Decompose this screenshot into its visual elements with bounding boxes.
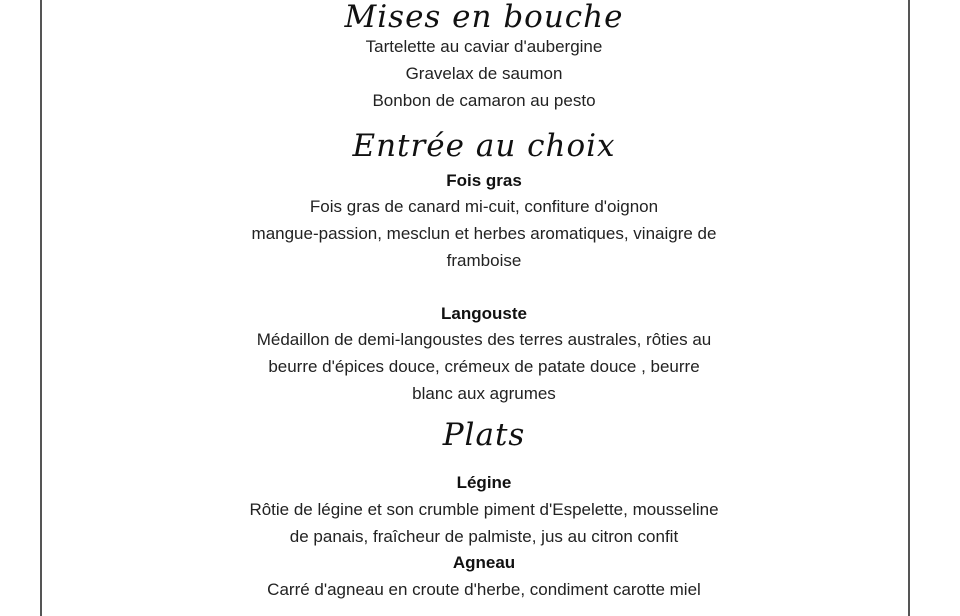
- section-title-entree-au-choix: Entrée au choix: [352, 128, 616, 164]
- dish-description-line: Carré d'agneau en croute d'herbe, condiment carotte miel: [267, 580, 701, 599]
- section-title-plats: Plats: [442, 417, 526, 453]
- menu-item: Bonbon de camaron au pesto: [372, 91, 596, 110]
- menu-item: Gravelax de saumon: [405, 64, 563, 83]
- dish-name-agneau: Agneau: [452, 553, 516, 572]
- dish-name-legine: Légine: [456, 473, 512, 492]
- dish-description-line: framboise: [446, 251, 522, 270]
- menu-item: Tartelette au caviar d'aubergine: [365, 37, 603, 56]
- dish-description-line: blanc aux agrumes: [412, 384, 556, 403]
- dish-description-line: de panais, fraîcheur de palmiste, jus au citron confit: [289, 527, 679, 546]
- dish-name-langouste: Langouste: [441, 304, 527, 323]
- dish-description-line: Fois gras de canard mi-cuit, confiture d'oignon: [309, 197, 659, 216]
- section-title-mises-en-bouche: Mises en bouche: [344, 0, 624, 35]
- dish-description-line: beurre d'épices douce, crémeux de patate douce , beurre: [268, 357, 700, 376]
- dish-description-line: Rôtie de légine et son crumble piment d'Espelette, mousseline: [249, 500, 719, 519]
- dish-name-fois-gras: Fois gras: [446, 171, 522, 190]
- dish-description-line: mangue-passion, mesclun et herbes aromatiques, vinaigre de: [251, 224, 717, 243]
- dish-description-line: Médaillon de demi-langoustes des terres australes, rôties au: [256, 330, 712, 349]
